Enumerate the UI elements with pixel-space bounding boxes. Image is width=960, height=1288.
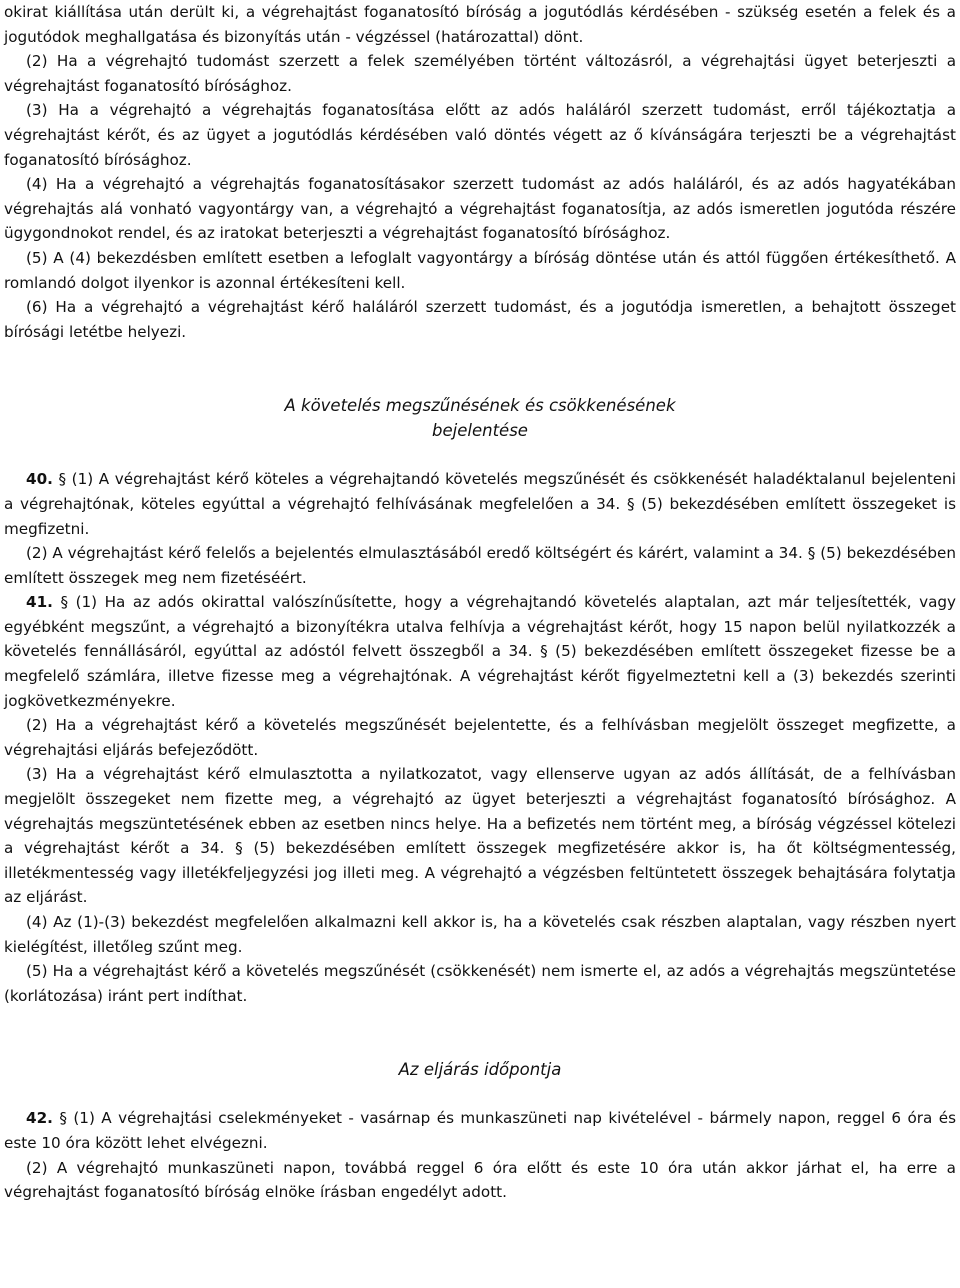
section-40-text-1: § (1) A végrehajtást kérő köteles a végrehajtandó követelés megszűnését és csökkenését haladéktalanul bejelenteni a végrehajtónak, köteles egyúttal a végrehajtó felhívásának megfelelően a 34. § (5) bekezdésében említett összegeket is megfizetni. [4, 470, 957, 538]
paragraph-3: (3) Ha a végrehajtó a végrehajtás foganatosítása előtt az adós haláláról szerzett tudomást, erről tájékoztatja a végrehajtást kérőt, és az ügyet a jogutódlás kérdésében való döntés végett az ő kívánságára terjeszti be a végrehajtást foganatosító bírósághoz. [4, 101, 956, 169]
section-41-paragraph-4: (4) Az (1)-(3) bekezdést megfelelően alkalmazni kell akkor is, ha a követelés csak részben alaptalan, vagy részben nyert kielégítést, illetőleg szűnt meg. [4, 913, 956, 956]
section-41-paragraph-5: (5) Ha a végrehajtást kérő a követelés megszűnését (csökkenését) nem ismerte el, az adós a végrehajtás megszüntetése (korlátozása) iránt pert indíthat. [4, 962, 956, 1005]
paragraph-5: (5) A (4) bekezdésben említett esetben a lefoglalt vagyontárgy a bíróság döntése után és attól függően értékesíthető. A romlandó dolgot ilyenkor is azonnal értékesíteni kell. [4, 248, 956, 292]
section-42-paragraph-1 [4, 1106, 956, 1155]
paragraph-4: (4) Ha a végrehajtó a végrehajtás foganatosításakor szerzett tudomást az adós haláláról, és az adós hagyatékában végrehajtás alá vonható vagyontárgy van, a végrehajtó a végrehajtást foganatosítja, az adós ismeretlen jogutóda részére ügygondnokot rendel, és az iratokat beterjeszti a végrehajtást foganatosító bírósághoz. [4, 175, 956, 243]
section-heading-1-line-2: bejelentése [432, 421, 528, 441]
paragraph-continuation: okirat kiállítása után derült ki, a végrehajtást foganatosító bíróság a jogutódlás kérdésében - szükség esetén a felek és a jogutódok meghallgatása és bizonyítás után - végzéssel (határozattal) dönt. [4, 3, 956, 46]
paragraph-2: (2) Ha a végrehajtó tudomást szerzett a felek személyében történt változásról, a végrehajtási ügyet beterjeszti a végrehajtást foganatosító bírósághoz. [4, 52, 956, 95]
section-41-paragraph-2: (2) Ha a végrehajtást kérő a követelés megszűnését bejelentette, és a felhívásban megjelölt összeget megfizette, a végrehajtási eljárás befejeződött. [4, 716, 956, 759]
section-number-41: 41. [26, 593, 53, 612]
section-number-40: 40. [26, 470, 53, 489]
spacer [4, 1008, 956, 1057]
section-42-paragraph-2: (2) A végrehajtó munkaszüneti napon, továbbá reggel 6 óra előtt és este 10 óra után akkor járhat el, ha erre a végrehajtást foganatosító bíróság elnöke írásban engedélyt adott. [4, 1158, 956, 1202]
section-42-text-1: § (1) A végrehajtási cselekményeket - vasárnap és munkaszüneti nap kivételével - bármely napon, reggel 6 óra és este 10 óra között lehet elvégezni. [4, 1109, 957, 1152]
spacer [4, 344, 956, 393]
section-41-text-1: § (1) Ha az adós okirattal valószínűsítette, hogy a végrehajtandó követelés alaptalan, azt már teljesítették, vagy egyébként megszűnt, a végrehajtó a bizonyítékra utalva felhívja a végrehajtást kérőt, hogy 15 napon belül nyilatkozzék a követelés fennállásáról, egyúttal az adóstól felvett összegből a 34. § (5) bekezdésében említett összegeket fizesse be a megfelelő számlára, illetve fizesse meg a végrehajtónak. A végrehajtást kérőt figyelmeztetni kell a (3) bekezdés szerinti jogkövetkezményekre. [4, 593, 957, 710]
section-heading-1-line-1: A követelés megszűnésének és csökkenésének [284, 396, 676, 416]
section-41-paragraph-3: (3) Ha a végrehajtást kérő elmulasztotta a nyilatkozatot, vagy ellenserve ugyan az adós állítását, de a felhívásban megjelölt összegeket nem fizette meg, a végrehajtó az ügyet beterjeszti a végrehajtást foganatosító bírósághoz. A végrehajtás megszüntetésének ebben az esetben nincs helye. Ha a befizetés nem történt meg, a bíróság végzéssel kötelezi a végrehajtást kérőt a 34. § (5) bekezdésében említett összegek megfizetésére akkor is, ha őt költségmentesség, illetékmentesség vagy illetékfeljegyzési jog illeti meg. A végrehajtó a végzésben feltüntetett összegek behajtására folytatja az eljárást. [4, 765, 956, 907]
spacer [4, 443, 956, 467]
spacer [4, 1082, 956, 1106]
section-41-paragraph-1 [4, 590, 956, 713]
section-number-42: 42. [26, 1109, 53, 1128]
section-heading-2: Az eljárás időpontja [398, 1060, 562, 1080]
section-40-paragraph-1 [4, 467, 956, 541]
paragraph-6: (6) Ha a végrehajtó a végrehajtást kérő haláláról szerzett tudomást, és a jogutódja ismeretlen, a behajtott összeget bírósági letétbe helyezi. [4, 298, 956, 341]
document-page [4, 0, 956, 1205]
section-40-paragraph-2: (2) A végrehajtást kérő felelős a bejelentés elmulasztásából eredő költségért és kárért, valamint a 34. § (5) bekezdésében említett összegek meg nem fizetéséért. [4, 544, 956, 587]
